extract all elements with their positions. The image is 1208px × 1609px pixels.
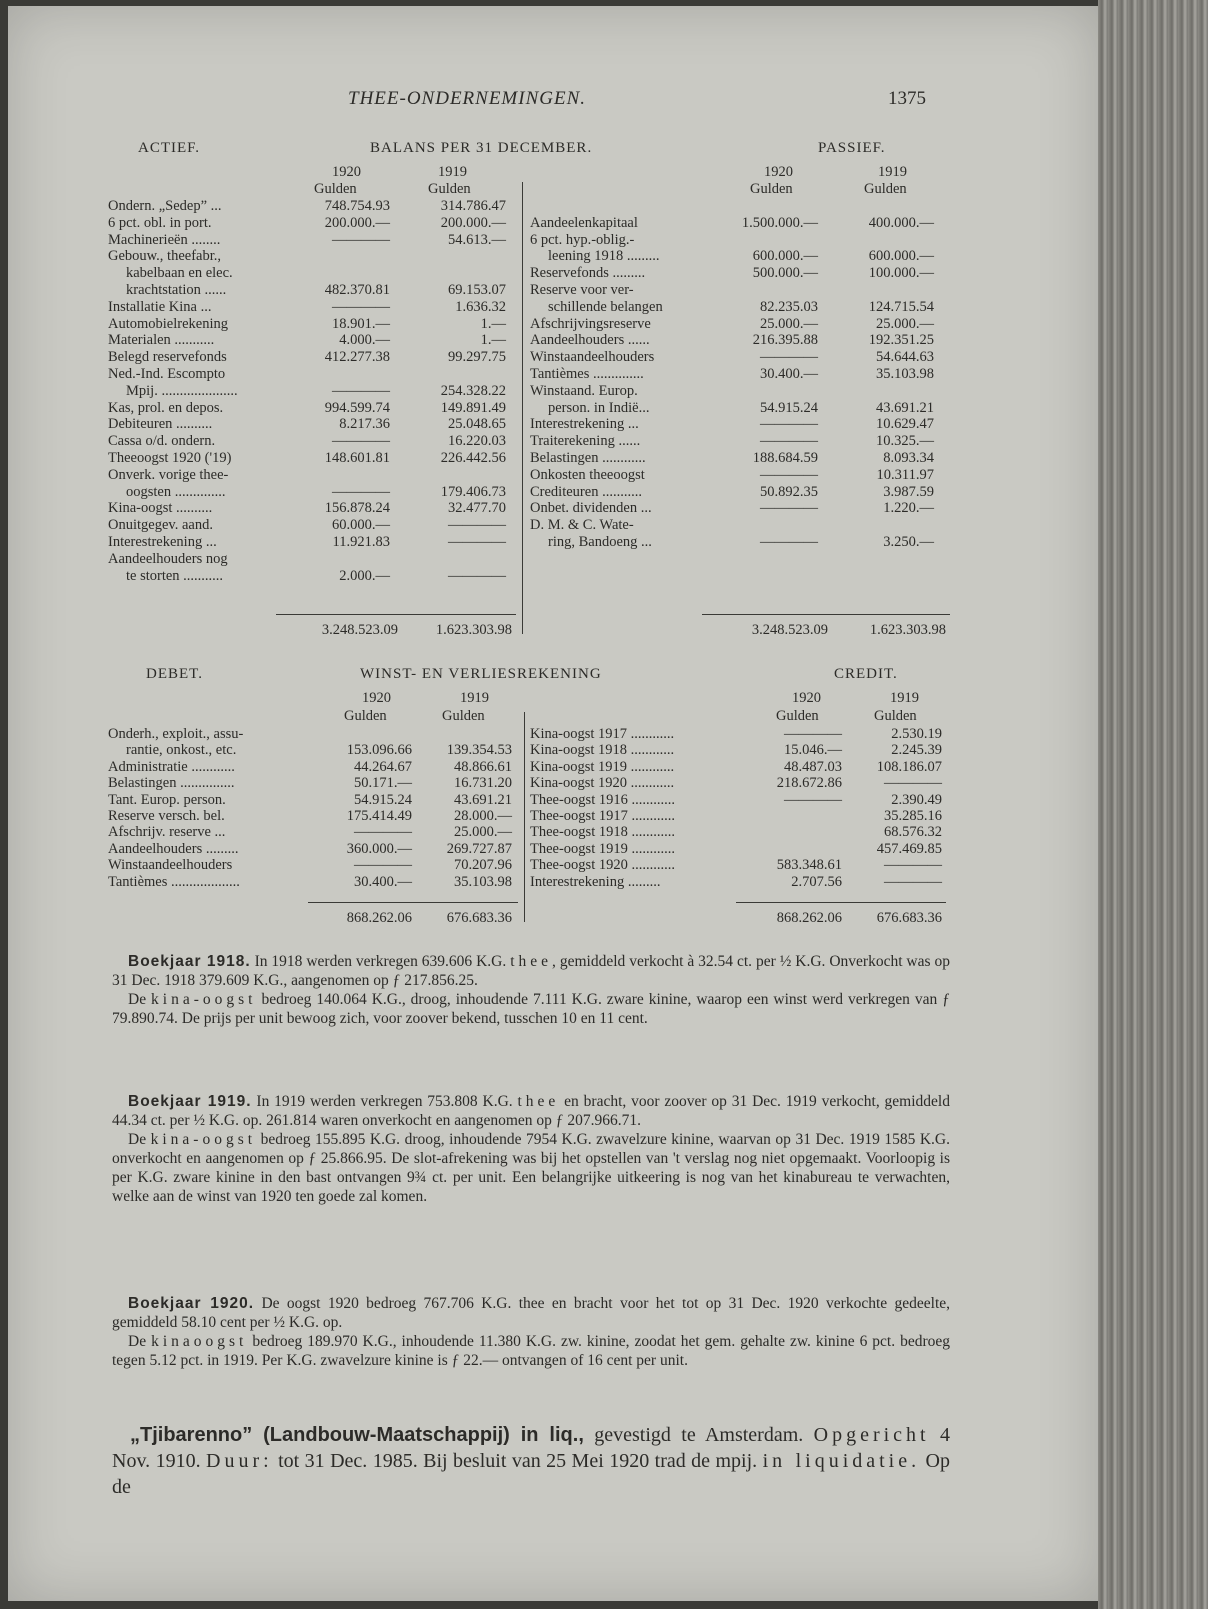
value-1919: 2.245.39 [891,742,942,759]
col-unit: Gulden [874,708,917,724]
row-label: Traiterekening ...... [530,433,641,450]
page-number: 1375 [888,88,926,109]
value-1919: 43.691.21 [454,791,512,808]
col-unit: Gulden [442,708,485,724]
value-1919: 25.000.— [454,824,512,841]
value-1919: 54.613.— [448,231,506,248]
row-label: Aandeelhouders nog [108,550,228,567]
value-1919: 1.636.32 [455,298,506,315]
value-1920: 54.915.24 [760,399,818,416]
value-1919: 10.311.97 [876,466,934,483]
row-label: schillende belangen [548,298,663,315]
value-1919: 100.000.— [868,265,934,282]
col-year: 1920 [332,164,361,180]
value-1919: 35.285.16 [884,808,942,824]
value-1919: ———— [884,873,942,890]
value-1919: 25.048.65 [448,416,506,433]
row-label: 6 pct. hyp.-oblig.- [530,231,635,248]
total-actief-1920: 3.248.523.09 [321,622,398,638]
value-1920: ———— [332,433,390,450]
row-label: Machinerieën ........ [108,231,221,248]
value-1919: 600.000.— [868,248,934,265]
value-1920: 360.000.— [346,840,412,857]
total-debet-1920: 868.262.06 [346,910,412,926]
value-1920: 8.217.36 [339,416,390,433]
value-1919: 3.987.59 [883,483,934,500]
value-1919: 1.— [480,332,506,349]
row-label: ring, Bandoeng ... [548,534,652,550]
value-1920: ———— [760,466,818,483]
value-1920: ———— [760,500,818,517]
value-1920: ———— [332,298,390,315]
value-1919: 108.186.07 [876,758,942,775]
value-1919: 28.000.— [454,808,512,824]
row-label: Onderh., exploit., assu- [108,726,244,742]
value-1920: 25.000.— [760,315,818,332]
value-1920: 4.000.— [339,332,390,349]
para-text: De oogst 1920 bedroeg 767.706 K.G. thee en bracht voor het tot op 31 Dec. 1920 verkochte gedeelte, gemiddeld 58.10 cent per ½ K.G. op. [112,1295,951,1331]
total-credit-1919: 676.683.36 [876,910,942,926]
value-1920: 148.601.81 [324,450,390,466]
col-year: 1919 [890,690,919,706]
total-rule [702,614,950,615]
value-1920: 50.171.— [354,775,412,792]
value-1920: 482.370.81 [324,282,390,298]
row-label: Aandeelhouders ......... [108,840,239,857]
value-1919: 32.477.70 [448,500,506,517]
row-label: Winstaandeelhouders [530,349,655,366]
company-spaced: Opgericht [813,1424,930,1446]
row-label: Afschrijvingsreserve [530,315,651,332]
value-1920: 18.901.— [332,315,390,332]
value-1919: 35.103.98 [876,366,934,382]
para-spaced: kina-oogst [151,991,257,1008]
value-1920: 60.000.— [332,517,390,534]
col-unit: Gulden [776,708,819,724]
value-1919: 16.731.20 [454,775,512,792]
row-label: Debiteuren .......... [108,416,213,433]
total-debet-1919: 676.683.36 [446,910,512,926]
company-text: gevestigd te Amsterdam. [583,1424,814,1446]
company-entry [112,1422,950,1500]
row-label: Thee-oogst 1917 ............ [530,808,675,824]
value-1919: ———— [884,775,942,792]
row-label: oogsten .............. [126,483,226,500]
total-rule [308,902,518,903]
winst-col-headers [8,690,1098,730]
row-label: Ondern. „Sedep” ... [108,198,222,214]
row-label: Automobielrekening [108,315,229,332]
value-1920: ———— [332,382,390,399]
row-label: Ned.-Ind. Escompto [108,366,226,382]
para-lead: Boekjaar 1918. [128,953,251,970]
total-rule [276,614,516,615]
para-spaced: kinaoogst [151,1333,248,1350]
value-1919: 70.207.96 [454,857,512,874]
row-label: person. in Indië... [548,399,650,416]
value-1919: 254.328.22 [440,382,506,399]
row-label: Interestrekening ......... [530,873,661,890]
value-1919: 314.786.47 [440,198,506,214]
value-1919: 124.715.54 [868,298,934,315]
row-label: Kina-oogst 1917 ............ [530,726,675,742]
row-label: Thee-oogst 1918 ............ [530,824,675,841]
value-1920: 44.264.67 [354,758,412,775]
value-1920: 583.348.61 [776,857,842,874]
value-1919: ———— [448,517,506,534]
actief-label: ACTIEF. [138,140,201,156]
book-page-edges [1098,0,1208,1609]
row-label: Onuitgegev. aand. [108,517,213,534]
paragraph-1919 [112,1092,950,1206]
paragraph-1918 [112,952,950,1028]
value-1919: ———— [884,857,942,874]
value-1920: 1.500.000.— [741,214,818,231]
para-spaced: thee [517,1093,560,1110]
value-1920: ———— [784,726,842,742]
value-1919: 43.691.21 [876,399,934,416]
para-text: In 1919 werden verkregen 753.808 K.G. [251,1093,518,1110]
value-1920: 188.684.59 [752,450,818,466]
row-label: Kas, prol. en depos. [108,399,224,416]
value-1919: 99.297.75 [448,349,506,366]
row-label: Reserve voor ver- [530,282,634,298]
value-1920: 82.235.03 [760,298,818,315]
row-label: Aandeelenkapitaal [530,214,638,231]
value-1920: ———— [784,791,842,808]
para-lead: Boekjaar 1919. [128,1093,252,1110]
para-text: bedroeg 189.970 K.G., inhoudende 11.380 K.G. zw. kinine, zoodat het gem. gehalte zw. kinine 6 pct. bedroeg tegen 5.12 pct. in 1919. Per K.G. zwavelzure kinine is ƒ 22.— ontvangen of 16 cent per unit. [112,1333,951,1369]
value-1920: 2.707.56 [791,873,842,890]
col-year: 1919 [460,690,489,706]
row-label: Theeoogst 1920 ('19) [108,450,232,466]
row-label: Kina-oogst 1918 ............ [530,742,675,759]
passief-label: PASSIEF. [818,140,886,156]
col-unit: Gulden [864,181,907,197]
row-label: Belastingen ............... [108,775,235,792]
value-1920: 48.487.03 [784,758,842,775]
value-1920: ———— [760,349,818,366]
row-label: 6 pct. obl. in port. [108,214,212,231]
para-spaced: thee [510,953,553,970]
value-1919: 200.000.— [440,214,506,231]
value-1919: 54.644.63 [876,349,934,366]
value-1919: 2.530.19 [891,726,942,742]
value-1919: 69.153.07 [448,282,506,298]
para-spaced: kina-oogst [150,1131,257,1148]
balance-divider [522,182,523,634]
total-passief-1920: 3.248.523.09 [751,622,828,638]
para-text: In 1918 werden verkregen 639.606 K.G. [250,953,511,970]
row-label: Gebouw., theefabr., [108,248,222,265]
value-1919: 179.406.73 [440,483,506,500]
row-label: Thee-oogst 1920 ............ [530,857,675,874]
row-label: Materialen ........... [108,332,215,349]
document-page [8,6,1098,1601]
row-label: Thee-oogst 1916 ............ [530,791,675,808]
row-label: kabelbaan en elec. [126,265,233,282]
row-label: Onverk. vorige thee- [108,466,229,483]
value-1919: 25.000.— [876,315,934,332]
value-1920: ———— [354,824,412,841]
row-label: Tant. Europ. person. [108,791,226,808]
para-text: en bracht, voor zoover op 31 Dec. 1919 verkocht, gemiddeld 44.34 ct. per ½ K.G. op. 261.814 waren onverkocht en aangenomen op ƒ 207.966.71. [112,1093,950,1129]
col-year: 1920 [362,690,391,706]
value-1920: 200.000.— [324,214,390,231]
value-1919: 1.— [480,315,506,332]
value-1919: 2.390.49 [891,791,942,808]
value-1919: 269.727.87 [446,840,512,857]
value-1919: 139.354.53 [446,742,512,759]
winst-divider [524,712,525,922]
row-label: Cassa o/d. ondern. [108,433,216,450]
row-label: Afschrijv. reserve ... [108,824,226,841]
paragraph-1920 [112,1294,950,1370]
row-label: krachtstation ...... [126,282,227,298]
value-1919: 10.325.— [876,433,934,450]
total-passief-1919: 1.623.303.98 [869,622,946,638]
company-text: 4 Nov. 1910. [112,1424,950,1472]
para-text: De [128,1131,151,1148]
value-1919: 48.866.61 [454,758,512,775]
row-label: Winstaand. Europ. [530,382,638,399]
para-text: De [128,991,152,1008]
value-1920: 748.754.93 [324,198,390,214]
page-header-title: THEE-ONDERNEMINGEN. [348,88,587,109]
value-1919: ———— [448,567,506,584]
row-label: rantie, onkost., etc. [126,742,237,759]
debet-label: DEBET. [146,666,203,682]
row-label: Reserve versch. bel. [108,808,225,824]
value-1920: ———— [760,433,818,450]
value-1919: 149.891.49 [440,399,506,416]
row-label: D. M. & C. Wate- [530,517,634,534]
company-name: „Tjibarenno” (Landbouw-Maatschappij) in liq., [130,1424,584,1446]
row-label: Installatie Kina ... [108,298,212,315]
total-rule [736,902,946,903]
col-year: 1919 [878,164,907,180]
value-1920: 994.599.74 [324,399,390,416]
para-text: bedroeg 155.895 K.G. droog, inhoudende 7954 K.G. zwavelzure kinine, waarvan op 31 Dec. 1919 1585 K.G. onverkocht en aangenomen op ƒ 25.866.95. De slot-afrekening was bij het opstellen van 't verslag nog niet opgemaakt. Voorloopig is per K.G. zware kinine in den bast ontvangen 9¾ ct. per unit. Een belangrijke uitkeering is nog van het kinabureau te verwachten, welke aan de winst van 1920 ten goede zal komen. [112,1131,951,1205]
credit-label: CREDIT. [834,666,898,682]
value-1920: 600.000.— [752,248,818,265]
value-1920: 175.414.49 [346,808,412,824]
value-1920: 30.400.— [354,873,412,890]
row-label: Interestrekening ... [530,416,639,433]
value-1919: 192.351.25 [868,332,934,349]
value-1920: ———— [760,416,818,433]
company-spaced: Duur: [206,1450,273,1472]
value-1919: ———— [448,534,506,550]
col-year: 1920 [792,690,821,706]
value-1919: 226.442.56 [440,450,506,466]
row-label: Administratie ............ [108,758,235,775]
col-year: 1920 [764,164,793,180]
company-text: tot 31 Dec. 1985. Bij besluit van 25 Mei 1920 trad de mpij. [272,1450,763,1472]
value-1920: 218.672.86 [776,775,842,792]
value-1920: ———— [760,534,818,550]
col-unit: Gulden [750,181,793,197]
value-1919: 400.000.— [868,214,934,231]
winst-title: WINST- EN VERLIESREKENING [360,666,602,682]
value-1920: ———— [332,231,390,248]
value-1920: 153.096.66 [346,742,412,759]
value-1919: 8.093.34 [883,450,934,466]
value-1920: 54.915.24 [354,791,412,808]
value-1919: 16.220.03 [448,433,506,450]
value-1920: ———— [354,857,412,874]
value-1919: 35.103.98 [454,873,512,890]
row-label: Onkosten theeoogst [530,466,645,483]
company-text: Op de [112,1450,951,1498]
row-label: Belegd reservefonds [108,349,227,366]
balance-title: BALANS PER 31 DECEMBER. [370,140,593,156]
row-label: te storten ........... [126,567,224,584]
value-1919: 457.469.85 [876,840,942,857]
row-label: Kina-oogst 1919 ............ [530,758,675,775]
row-label: Kina-oogst .......... [108,500,213,517]
value-1919: 3.250.— [883,534,934,550]
row-label: Crediteuren ........... [530,483,642,500]
value-1919: 1.220.— [883,500,934,517]
col-unit: Gulden [344,708,387,724]
value-1919: 68.576.32 [884,824,942,841]
row-label: Kina-oogst 1920 ............ [530,775,675,792]
value-1920: 2.000.— [339,567,390,584]
row-label: Interestrekening ... [108,534,217,550]
para-text: , gemiddeld verkocht à 32.54 ct. per ½ K.G. Onverkocht was op 31 Dec. 1918 379.609 K.G., aangenomen op ƒ 217.856.25. [112,953,950,989]
col-unit: Gulden [314,181,357,197]
para-lead: Boekjaar 1920. [128,1295,255,1312]
total-credit-1920: 868.262.06 [776,910,842,926]
row-label: Thee-oogst 1919 ............ [530,840,675,857]
row-label: Tantièmes .............. [530,366,644,382]
para-text: De [128,1333,152,1350]
value-1920: 15.046.— [784,742,842,759]
value-1920: 11.921.83 [332,534,390,550]
value-1920: 50.892.35 [760,483,818,500]
col-year: 1919 [438,164,467,180]
row-label: Mpij. ..................... [126,382,238,399]
total-actief-1919: 1.623.303.98 [435,622,512,638]
col-unit: Gulden [428,181,471,197]
row-label: Onbet. dividenden ... [530,500,652,517]
value-1919: 10.629.47 [876,416,934,433]
value-1920: 30.400.— [760,366,818,382]
row-label: Belastingen ............ [530,450,646,466]
row-label: Tantièmes ................... [108,873,240,890]
value-1920: ———— [332,483,390,500]
para-text: bedroeg 140.064 K.G., droog, inhoudende 7.111 K.G. zware kinine, waarop een winst werd verkregen van ƒ 79.890.74. De prijs per unit bewoog zich, voor zoover bekend, tusschen 10 en 11 cent. [112,991,950,1027]
value-1920: 500.000.— [752,265,818,282]
value-1920: 412.277.38 [324,349,390,366]
row-label: leening 1918 ......... [548,248,660,265]
row-label: Aandeelhouders ...... [530,332,650,349]
company-spaced: in liquidatie. [762,1450,921,1472]
row-label: Winstaandeelhouders [108,857,233,874]
row-label: Reservefonds ......... [530,265,646,282]
value-1920: 156.878.24 [324,500,390,517]
value-1920: 216.395.88 [752,332,818,349]
